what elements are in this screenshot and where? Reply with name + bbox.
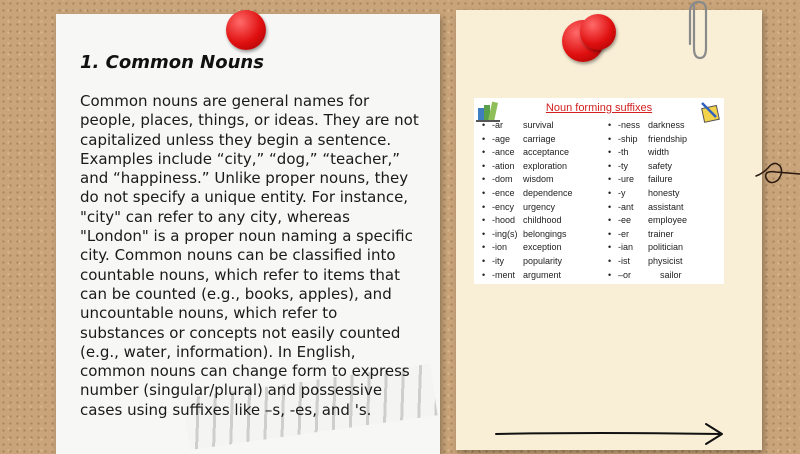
pushpin-icon (226, 10, 266, 50)
bullet: • (608, 174, 612, 185)
suffix-row (482, 188, 593, 202)
example-word: trainer (648, 228, 674, 239)
bullet: • (482, 133, 486, 144)
suffix: -ion (492, 242, 508, 253)
section-body-text: Common nouns are general names for people, places, things, or ideas. They are not capitalized unless they begin a sentence. Examples include “city,” “dog,” “teacher,” and “happiness.” Unlike proper nouns, they do not specify a unique entity. For instance, "city" can refer to any city, whereas "London" is a proper noun naming a specific city. Common nouns can be classified into countable nouns, which refer to items that can be counted (e.g., books, apples), and uncountable nouns, which refer to substances or concepts not easily counted (e.g., water, information). In English, common nouns can change form to express number (singular/plural) and possessive cases using suffixes like –s, -es, and 's. (80, 92, 419, 419)
example-word: exception (523, 242, 562, 253)
bullet: • (482, 201, 486, 212)
suffix-row (608, 120, 730, 134)
suffix: -y (618, 187, 626, 198)
suffix: -ness (618, 120, 641, 130)
example-word: popularity (523, 255, 563, 266)
suffix: -ant (618, 201, 634, 212)
bullet: • (482, 255, 486, 266)
example-word: politician (648, 242, 684, 253)
suffix-row (608, 215, 730, 229)
suffix: -ist (618, 255, 630, 266)
suffix: -ian (618, 242, 634, 253)
example-word: employee (648, 215, 688, 226)
example-word: exploration (523, 160, 568, 171)
suffix: -ing(s) (492, 228, 518, 239)
example-word: acceptance (523, 147, 570, 158)
example-word: assistant (648, 201, 684, 212)
suffix: -dom (492, 174, 513, 185)
bullet: • (482, 160, 486, 171)
bullet: • (608, 187, 612, 198)
bullet: • (608, 255, 612, 266)
suffix: -ency (492, 201, 515, 212)
suffix-row (608, 188, 730, 202)
bullet: • (482, 187, 486, 198)
suffix-row (482, 120, 593, 134)
bullet: • (608, 242, 612, 253)
suffix-row (608, 202, 730, 216)
bullet: • (482, 147, 486, 158)
suffix: -ance (492, 147, 515, 158)
example-word: childhood (523, 215, 562, 226)
example-word: physicist (648, 255, 683, 266)
example-word: survival (523, 120, 554, 130)
bullet: • (608, 215, 612, 226)
example-word: wisdom (523, 174, 554, 185)
bullet: • (482, 215, 486, 226)
example-word: friendship (648, 133, 688, 144)
suffix-row (608, 161, 730, 175)
suffix-row (482, 270, 593, 284)
suffix: -ence (492, 187, 515, 198)
suffix: -er (618, 228, 629, 239)
suffix-row (482, 147, 593, 161)
bullet: • (482, 242, 486, 253)
example-word: argument (523, 269, 562, 280)
arrow-right-icon (494, 422, 726, 446)
suffix: -ure (618, 174, 635, 185)
suffix: -ty (618, 160, 628, 171)
example-word: belongings (523, 228, 567, 239)
bullet: • (608, 120, 612, 130)
bullet: • (608, 228, 612, 239)
suffix: -ar (492, 120, 503, 130)
suffix-row (482, 161, 593, 175)
example-word: failure (648, 174, 673, 185)
suffix: -ation (492, 160, 515, 171)
suffix-card-title: Noun forming suffixes (545, 102, 653, 114)
example-word: width (648, 147, 670, 158)
suffix-row (608, 256, 730, 270)
example-word: safety (648, 160, 673, 171)
section-heading: 1. Common Nouns (80, 52, 264, 73)
suffix: –or (618, 269, 632, 280)
example-word: honesty (648, 187, 680, 198)
suffix-row (608, 242, 730, 256)
example-word: urgency (523, 201, 556, 212)
suffix: -ship (618, 133, 638, 144)
suffix-row (482, 215, 593, 229)
suffix-column-right (608, 120, 730, 283)
example-word: dependence (523, 187, 573, 198)
suffix-row (608, 147, 730, 161)
suffix-row (608, 134, 730, 148)
suffix-column-left (482, 120, 593, 283)
bullet: • (482, 269, 486, 280)
suffix: -hood (492, 215, 516, 226)
bullet: • (608, 133, 612, 144)
example-word: carriage (523, 133, 556, 144)
suffix: -ee (618, 215, 632, 226)
bullet: • (608, 160, 612, 171)
pushpin-icon (580, 14, 616, 50)
suffix-row (608, 229, 730, 243)
suffix: -th (618, 147, 629, 158)
suffix: -age (492, 133, 511, 144)
example-word: sailor (660, 269, 682, 280)
example-word: darkness (648, 120, 685, 130)
suffix: -ment (492, 269, 516, 280)
suffix: -ity (492, 255, 504, 266)
suffix-row (482, 134, 593, 148)
suffix-row (482, 174, 593, 188)
suffix-row (482, 229, 593, 243)
noun-suffix-card (474, 98, 724, 284)
suffix-row (608, 270, 730, 284)
swirl-arrow-icon (754, 154, 800, 202)
suffix-row (608, 174, 730, 188)
suffix-row (482, 256, 593, 270)
bullet: • (608, 269, 612, 280)
bullet: • (608, 201, 612, 212)
paperclip-icon (686, 0, 710, 62)
suffix-row (482, 202, 593, 216)
bullet: • (608, 147, 612, 158)
bullet: • (482, 174, 486, 185)
bullet: • (482, 120, 486, 130)
bullet: • (482, 228, 486, 239)
suffix-row (482, 242, 593, 256)
